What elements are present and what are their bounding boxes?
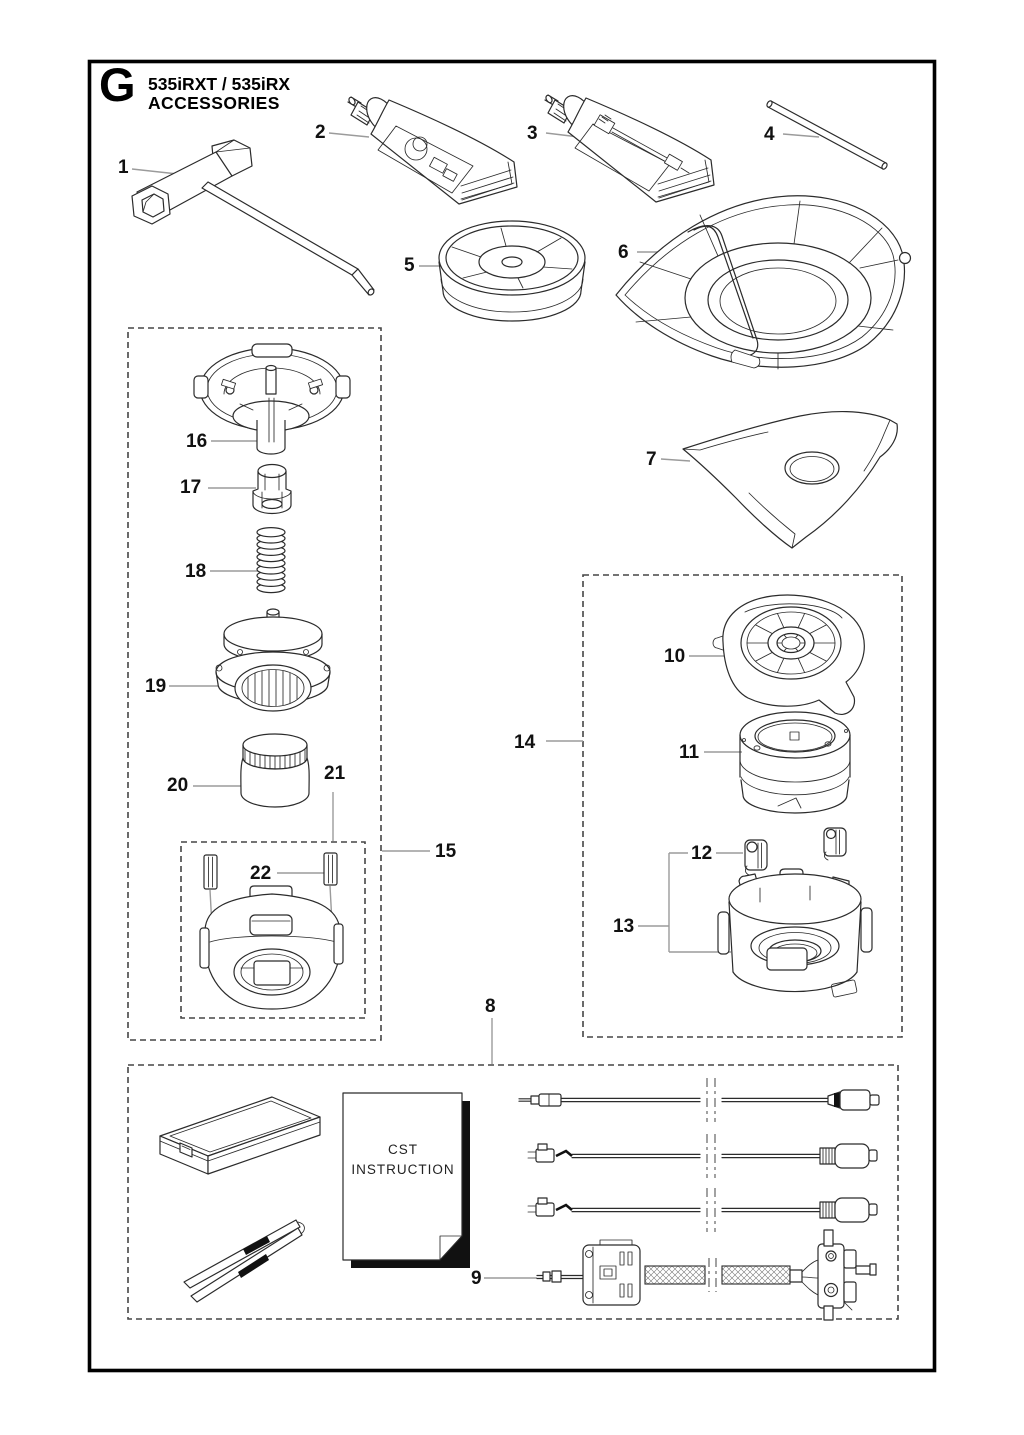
callout-part-19: 19	[145, 676, 167, 697]
part-13-head-housing	[718, 869, 872, 997]
callout-part-22: 22	[250, 863, 272, 884]
callout-part-12: 12	[691, 843, 713, 864]
section-letter: G	[99, 58, 135, 111]
callout-part-21: 21	[324, 763, 346, 784]
part-8-module-box	[160, 1097, 320, 1174]
callout-part-7: 7	[646, 449, 657, 470]
part-5-support-cup	[439, 221, 585, 321]
part-2-grease-tube	[348, 93, 517, 204]
callout-part-20: 20	[167, 775, 189, 796]
callout-part-13: 13	[613, 916, 635, 937]
part-16-head-top	[194, 344, 350, 454]
part-7-grass-blade	[683, 412, 897, 548]
part-6-guard	[616, 196, 911, 369]
part-20-knob	[241, 734, 309, 807]
callout-part-14: 14	[514, 732, 536, 753]
callout-part-1: 1	[118, 157, 129, 178]
callout-part-8: 8	[485, 996, 496, 1017]
callout-part-11: 11	[679, 742, 700, 763]
booklet-title-line1: CST	[388, 1142, 418, 1157]
part-8-tweezers	[184, 1220, 304, 1302]
callout-part-10: 10	[664, 646, 686, 667]
callout-part-5: 5	[404, 255, 415, 276]
part-1-combination-wrench	[132, 140, 375, 296]
part-11-spool	[740, 712, 850, 813]
callout-part-16: 16	[186, 431, 208, 452]
callout-part-4: 4	[764, 124, 775, 145]
booklet-title	[343, 1140, 463, 1179]
part-19-drive-disc	[216, 609, 330, 711]
part-10-head-cover	[713, 595, 864, 714]
callout-part-15: 15	[435, 841, 457, 862]
booklet-title-line2: INSTRUCTION	[351, 1161, 455, 1177]
part-4-rod	[766, 100, 888, 170]
part-8-cable-3	[528, 1188, 877, 1232]
callout-part-3: 3	[527, 123, 538, 144]
part-9-harness	[537, 1230, 876, 1320]
callout-part-6: 6	[618, 242, 629, 263]
part-8-cable-1	[519, 1078, 879, 1122]
part-12-eyelets	[745, 828, 846, 875]
part-8-instruction-booklet	[343, 1093, 470, 1268]
part-21-spool-housing	[200, 886, 343, 1009]
callout-part-2: 2	[315, 122, 326, 143]
callout-part-18: 18	[185, 561, 207, 582]
part-18-spring	[257, 528, 285, 593]
part-17-hex-bushing	[253, 465, 291, 514]
callout-part-17: 17	[180, 477, 202, 498]
callout-part-9: 9	[471, 1268, 482, 1289]
part-8-cable-2	[528, 1134, 877, 1178]
part-3-grease-tube	[545, 91, 714, 202]
page-title: ACCESSORIES	[148, 93, 280, 113]
model-names: 535iRXT / 535iRX	[148, 74, 291, 94]
